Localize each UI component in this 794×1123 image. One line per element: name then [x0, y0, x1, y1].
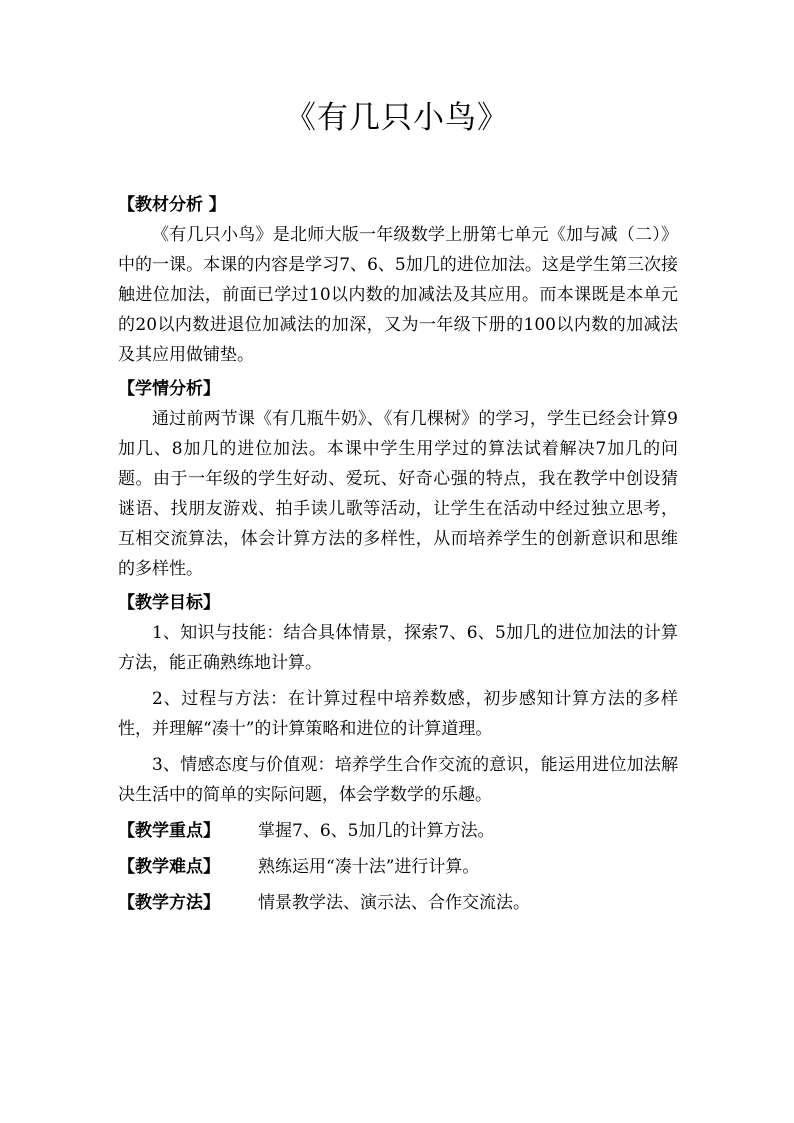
section-heading-material: 【教材分析 】 — [118, 195, 226, 215]
row-methods — [118, 888, 678, 918]
goal-item-knowledge: 1、知识与技能：结合具体情景，探索7、6、5加几的进位加法的计算方法，能正确熟练地计算。 — [118, 623, 678, 673]
section-heading-key-point: 【教学重点】 — [118, 821, 220, 841]
section-heading-students: 【学情分析】 — [118, 379, 220, 399]
section-student-analysis — [118, 374, 678, 584]
document-content — [118, 190, 678, 924]
section-material-analysis — [118, 190, 678, 370]
difficulty-text: 熟练运用“凑十法”进行计算。 — [258, 857, 480, 877]
row-difficulty — [118, 852, 678, 882]
section-heading-goals: 【教学目标】 — [118, 593, 220, 613]
section-heading-difficulty: 【教学难点】 — [118, 857, 220, 877]
section-heading-methods: 【教学方法】 — [118, 893, 220, 913]
row-key-point — [118, 816, 678, 846]
methods-text: 情景教学法、演示法、合作交流法。 — [258, 893, 530, 913]
goal-item-attitude: 3、情感态度与价值观：培养学生合作交流的意识，能运用进位加法解决生活中的简单的实际问题，体会学数学的乐趣。 — [118, 755, 678, 805]
section-teaching-goals — [118, 588, 678, 810]
document-title: 《有几只小鸟》 — [285, 100, 509, 136]
goal-item-process: 2、过程与方法：在计算过程中培养数感，初步感知计算方法的多样性，并理解“凑十”的计算策略和进位的计算道理。 — [118, 689, 678, 739]
key-point-text: 掌握7、6、5加几的计算方法。 — [258, 821, 495, 841]
paragraph-students: 通过前两节课《有几瓶牛奶》、《有几棵树》的学习，学生已经会计算9加几、8加几的进位加法。本课中学生用学过的算法试着解决7加几的问题。由于一年级的学生好动、爱玩、好奇心强的特点，我在教学中创设猜谜语、找朋友游戏、拍手读儿歌等活动，让学生在活动中经过独立思考，互相交流算法，体会计算方法的多样性，从而培养学生的创新意识和思维的多样性。 — [118, 409, 678, 579]
paragraph-material: 《有几只小鸟》是北师大版一年级数学上册第七单元《加与减（二）》中的一课。本课的内容是学习7、6、5加几的进位加法。这是学生第三次接触进位加法，前面已学过10以内数的加减法及其应用。而本课既是本单元的20以内数进退位加减法的加深，又为一年级下册的100以内数的加减法及其应用做铺垫。 — [118, 225, 678, 365]
